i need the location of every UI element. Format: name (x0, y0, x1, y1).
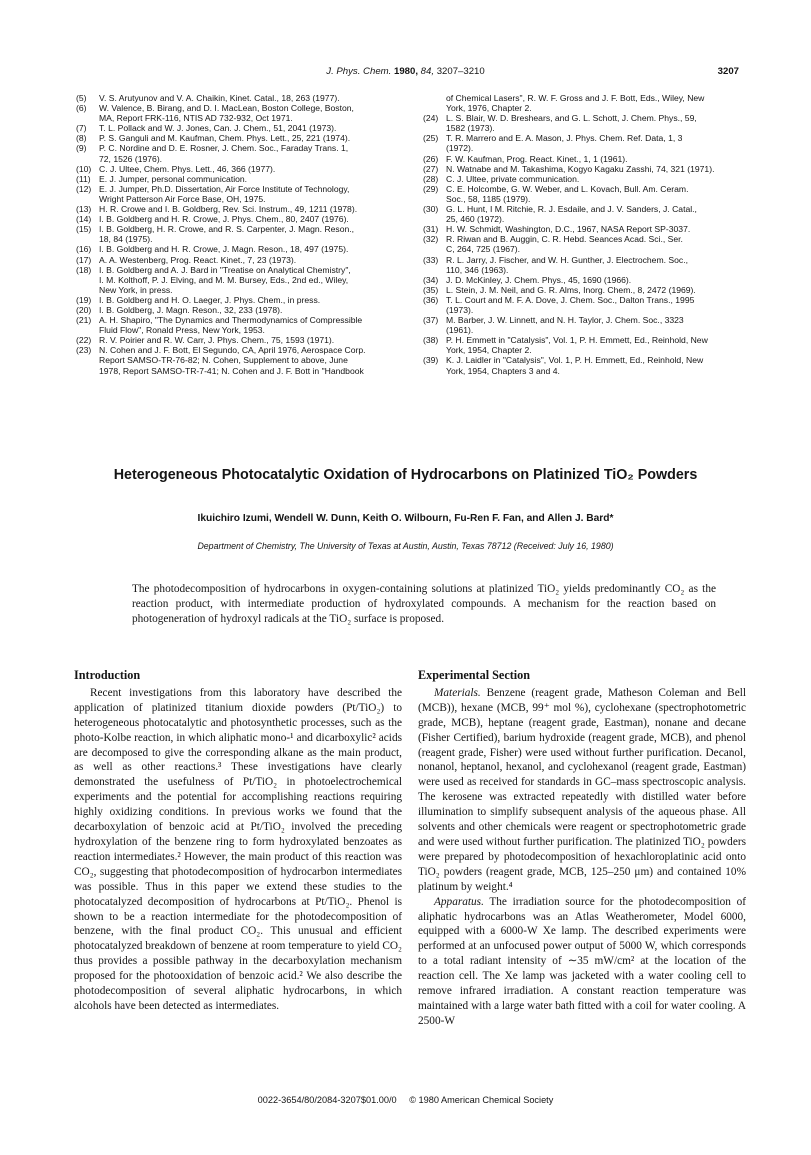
reference-line: E. J. Jumper, personal communication. (99, 173, 248, 184)
page-number: 3207 (717, 66, 739, 77)
reference-item (423, 164, 741, 174)
reference-line: F. W. Kaufman, Prog. React. Kinet., 1, 1 (1961). (446, 153, 628, 164)
reference-number: (14) (76, 214, 92, 225)
article-affiliation: Department of Chemistry, The University of Texas at Austin, Austin, Texas 78712 (Received: July 16, 1980) (197, 541, 614, 551)
reference-number: (8) (76, 133, 87, 144)
reference-line: 25, 460 (1972). (446, 214, 505, 225)
journal-year: 1980, (393, 66, 418, 77)
reference-line: V. S. Arutyunov and V. A. Chaikin, Kinet. Catal., 18, 263 (1977). (99, 93, 340, 103)
reference-number: (25) (423, 133, 439, 144)
reference-line: R. V. Poirier and R. W. Carr, J. Phys. Chem., 75, 1593 (1971). (99, 335, 335, 346)
reference-number: (30) (423, 204, 439, 215)
reference-line: A. A. Westenberg, Prog. React. Kinet., 7, 23 (1973). (99, 254, 297, 265)
reference-item (76, 184, 394, 204)
reference-number: (12) (76, 183, 92, 194)
reference-line: I. M. Kolthoff, P. J. Elving, and M. M. Bursey, Eds., 2nd ed., Wiley, (99, 274, 349, 285)
reference-line: I. B. Goldberg and H. R. Crowe, J. Phys. Chem., 80, 2407 (1976). (99, 214, 349, 225)
reference-number: (15) (76, 224, 92, 235)
reference-item (76, 295, 394, 305)
body-column-left (74, 668, 402, 1014)
reference-item (76, 224, 394, 244)
reference-item (76, 244, 394, 254)
reference-number: (22) (76, 335, 92, 346)
reference-item (423, 133, 741, 153)
reference-line: J. D. McKinley, J. Chem. Phys., 45, 1690 (1966). (446, 274, 632, 285)
reference-number: (28) (423, 173, 439, 184)
reference-number: (24) (423, 113, 439, 124)
reference-item (423, 234, 741, 254)
reference-line: H. R. Crowe and I. B. Goldberg, Rev. Sci. Instrum., 49, 1211 (1978). (99, 204, 358, 215)
reference-number: (7) (76, 123, 87, 134)
reference-number: (34) (423, 274, 439, 285)
introduction-paragraph: Recent investigations from this laboratory have described the application of platinized titanium dioxide powders (Pt/TiO₂) to heterogeneous photocatalytic and photosynthetic processes, such as the photo-Kolbe reaction, in which aliphatic mono-¹ and dicarboxylic² acids are decomposed to give the corresponding alkane as the main product, as well as other reactions.³ These investigations have clearly demonstrated the usefulness of Pt/TiO₂ in photoelectrochemical experiments and the potential for accomplishing reactions requiring highly oxidizing conditions. In previous works we found that the decarboxylation of benzoic acid at Pt/TiO₂ involved the preceding hydroxylation of the benzene ring to form hydroxylated benzoates as reaction intermediates.² However, the main product of this reaction was CO₂, suggesting that photodecomposition of hydrocarbon intermediates was possible. Thus in this paper we extend these studies to the photocatalyzed decomposition of hydrocarbons at Pt/TiO₂. Phenol is shown to be a reaction intermediate for the photodecomposition of benzene, with the final product CO₂. This unusual and efficient photocatalyzed breakdown of benzene at room temperature to yield CO₂ thus provides a possible pathway in the decarboxylation mechanism proposed for the photooxidation of benzoic acid.² We also describe the photodecomposition of several aliphatic hydrocarbons, in which alcohols have been detected as intermediates. (74, 686, 402, 1012)
reference-line: I. B. Goldberg, J. Magn. Reson., 32, 233 (1978). (99, 304, 283, 315)
reference-line: 110, 346 (1963). (446, 264, 509, 275)
reference-number: (19) (76, 294, 92, 305)
apparatus-text: The irradiation source for the photodecomposition of aliphatic hydrocarbons was an Atlas Weatherometer, Model 6000, equipped with a 6000-W Xe lamp. The described experiments were performed at an unfocused power output of 5000 W, which corresponds to a total radiant intensity of ∼35 mW/cm² at the location of the reaction cell. The Xe lamp was jacketed with a water cooling cell to remove infrared irradiation. A constant reaction temperature was maintained with a large water bath fitted with a coil for water cooling. A 2500-W (418, 895, 746, 1027)
reference-line: 18, 84 (1975). (99, 234, 153, 245)
reference-line: H. W. Schmidt, Washington, D.C., 1967, NASA Report SP-3037. (446, 224, 691, 235)
reference-item (76, 143, 394, 163)
reference-number: (11) (76, 173, 91, 184)
reference-line: C, 264, 725 (1967). (446, 244, 521, 255)
reference-item (76, 315, 394, 335)
reference-item (76, 265, 394, 295)
article-authors: Ikuichiro Izumi, Wendell W. Dunn, Keith O. Wilbourn, Fu-Ren F. Fan, and Allen J. Bard* (197, 513, 614, 524)
journal-name: J. Phys. Chem. (326, 66, 392, 77)
reference-line: R. L. Jarry, J. Fischer, and W. H. Gunther, J. Electrochem. Soc., (446, 254, 688, 265)
reference-item (423, 355, 741, 375)
reference-number: (13) (76, 204, 92, 215)
footer-copyright: © 1980 American Chemical Society (409, 1095, 554, 1105)
materials-paragraph (418, 686, 746, 895)
abstract: The photodecomposition of hydrocarbons in oxygen-containing solutions at platinized TiO₂ yields predominantly CO₂ as the reaction product, with intermediate production of hydroxylated compounds. A mechanism for the reaction based on photogeneration of hydroxyl radicals at the TiO₂ surface is proposed. (132, 583, 716, 625)
reference-line: A. H. Shapiro, "The Dynamics and Thermodynamics of Compressible (99, 315, 363, 326)
reference-line: (1972). (446, 143, 474, 154)
reference-item (423, 315, 741, 335)
reference-line: W. Valence, B. Birang, and D. I. MacLean, Boston College, Boston, (99, 103, 354, 114)
apparatus-paragraph (418, 895, 746, 1029)
reference-item (76, 345, 394, 375)
reference-number: (18) (76, 264, 92, 275)
reference-line: York, 1954, Chapter 2. (446, 345, 532, 356)
reference-line: 1978, Report SAMSO-TR-7-41; N. Cohen and J. F. Bott in "Handbook (99, 365, 364, 376)
reference-line: Fluid Flow", Ronald Press, New York, 1953. (99, 325, 265, 336)
reference-item (423, 113, 741, 133)
reference-line: I. B. Goldberg, H. R. Crowe, and R. S. Carpenter, J. Magn. Reson., (99, 224, 355, 235)
reference-item (76, 255, 394, 265)
reference-line: L. Stein, J. M. Neil, and G. R. Alms, Inorg. Chem., 8, 2472 (1969). (446, 284, 696, 295)
reference-item (423, 295, 741, 315)
reference-number: (33) (423, 254, 439, 265)
materials-text: Benzene (reagent grade, Matheson Coleman and Bell (MCB)), hexane (MCB, 99⁺ mol %), cyclohexane (spectrophotometric grade, MCB), heptane (reagent grade, Eastman), nonane and decane (Fisher Certified), barium hydroxide (reagent grade, MCB), and phenol (reagent grade, Fisher) were used without further purification. Decanol, nonanol, heptanol, hexanol, and cyclohexanol (reagent grade, Eastman) were used as received for standards in GC–mass spectroscopic analysis. The kerosene was extracted repeatedly with distilled water before illumination to simplify subsequent analysis of the aqueous phase. All solvents and other chemicals were reagent or spectrophotometric grade and were used without further purification. The platinized TiO₂ powders were prepared by photodecomposition of hexachloroplatinic acid onto TiO₂ powders (reagent grade, MCB, 125–250 μm) and contained 10% platinum by weight.⁴ (418, 686, 746, 893)
reference-number: (6) (76, 103, 87, 114)
reference-line: N. Watnabe and M. Takashima, Kogyo Kagaku Zasshi, 74, 321 (1971). (446, 163, 715, 174)
reference-item (423, 285, 741, 295)
reference-item (423, 204, 741, 224)
reference-line: T. L. Court and M. F. A. Dove, J. Chem. Soc., Dalton Trans., 1995 (446, 294, 695, 305)
reference-line: P. H. Emmett in "Catalysis", Vol. 1, P. H. Emmett, Ed., Reinhold, New (446, 335, 708, 346)
reference-line: Report SAMSO-TR-76-82; N. Cohen, Supplement to above, June (99, 355, 348, 366)
reference-line: Soc., 58, 1185 (1979). (446, 193, 531, 204)
footer-code: 0022-3654/80/2084-3207$01.00/0 (257, 1095, 397, 1105)
reference-line: G. L. Hunt, I M. Ritchie, R. J. Esdaile, and J. V. Sanders, J. Catal., (446, 204, 697, 215)
reference-number: (32) (423, 234, 439, 245)
reference-line: N. Cohen and J. F. Bott, El Segundo, CA, April 1976, Aerospace Corp. (99, 345, 366, 356)
reference-item (76, 93, 394, 103)
reference-number: (35) (423, 284, 439, 295)
reference-line: I. B. Goldberg and A. J. Bard in "Treatise on Analytical Chemistry", (99, 264, 351, 275)
reference-line: C. E. Holcombe, G. W. Weber, and L. Kovach, Bull. Am. Ceram. (446, 183, 689, 194)
reference-line: 1582 (1973). (446, 123, 495, 134)
reference-line: MA, Report FRK-116, NTIS AD 732-932, Oct 1971. (99, 113, 293, 124)
reference-number: (10) (76, 163, 92, 174)
reference-line: of Chemical Lasers", R. W. F. Gross and J. F. Bott, Eds., Wiley, New (446, 93, 705, 103)
reference-item (76, 174, 394, 184)
reference-number: (26) (423, 153, 439, 164)
reference-number: (21) (76, 315, 92, 326)
reference-line: (1961). (446, 325, 474, 336)
reference-number: (5) (76, 93, 87, 103)
reference-line: I. B. Goldberg and H. R. Crowe, J. Magn. Reson., 18, 497 (1975). (99, 244, 349, 255)
reference-line: C. J. Ultee, Chem. Phys. Lett., 46, 366 (1977). (99, 163, 276, 174)
reference-number: (31) (423, 224, 439, 235)
journal-citation (0, 66, 811, 77)
reference-item (76, 214, 394, 224)
reference-item (423, 93, 741, 113)
reference-item (76, 164, 394, 174)
reference-line: Wright Patterson Air Force Base, OH, 1975. (99, 193, 266, 204)
reference-list (76, 93, 740, 393)
reference-number: (38) (423, 335, 439, 346)
reference-item (423, 154, 741, 164)
reference-item (423, 224, 741, 234)
reference-number: (37) (423, 315, 439, 326)
reference-item (423, 275, 741, 285)
materials-subheading: Materials. (434, 686, 481, 699)
reference-number: (20) (76, 304, 92, 315)
section-heading-introduction: Introduction (74, 668, 141, 682)
reference-number: (27) (423, 163, 439, 174)
reference-line: P. S. Ganguli and M. Kaufman, Chem. Phys. Lett., 25, 221 (1974). (99, 133, 351, 144)
reference-item (76, 204, 394, 214)
journal-volume: 84, (420, 66, 435, 77)
reference-column-left (76, 93, 394, 376)
reference-line: York, 1976, Chapter 2. (446, 103, 532, 114)
reference-line: R. Riwan and B. Auggin, C. R. Hebd. Seances Acad. Sci., Ser. (446, 234, 683, 245)
page-footer (0, 1095, 811, 1105)
reference-line: M. Barber, J. W. Linnett, and N. H. Taylor, J. Chem. Soc., 3323 (446, 315, 684, 326)
reference-line: (1973). (446, 304, 474, 315)
reference-item (76, 123, 394, 133)
reference-number: (23) (76, 345, 92, 356)
reference-item (76, 335, 394, 345)
reference-item (76, 305, 394, 315)
reference-line: T. L. Pollack and W. J. Jones, Can. J. Chem., 51, 2041 (1973). (99, 123, 337, 134)
section-heading-experimental: Experimental Section (418, 668, 531, 682)
reference-line: T. R. Marrero and E. A. Mason, J. Phys. Chem. Ref. Data, 1, 3 (446, 133, 683, 144)
journal-pages: 3207–3210 (436, 66, 485, 77)
reference-line: L. S. Blair, W. D. Breshears, and G. L. Schott, J. Chem. Phys., 59, (446, 113, 697, 124)
reference-item (76, 133, 394, 143)
reference-line: K. J. Laidler in "Catalysis", Vol. 1, P. H. Emmett, Ed., Reinhold, New (446, 355, 704, 366)
reference-item (76, 103, 394, 123)
reference-line: C. J. Ultee, private communication. (446, 173, 580, 184)
reference-line: I. B. Goldberg and H. O. Laeger, J. Phys. Chem., in press. (99, 294, 321, 305)
reference-line: P. C. Nordine and D. E. Rosner, J. Chem. Soc., Faraday Trans. 1, (99, 143, 349, 154)
apparatus-subheading: Apparatus. (434, 895, 484, 908)
reference-item (423, 174, 741, 184)
reference-number: (16) (76, 244, 92, 255)
reference-line: 72, 1526 (1976). (99, 153, 163, 164)
reference-item (423, 255, 741, 275)
reference-line: E. J. Jumper, Ph.D. Dissertation, Air Force Institute of Technology, (99, 183, 350, 194)
reference-number: (36) (423, 294, 439, 305)
reference-item (423, 335, 741, 355)
reference-number: (9) (76, 143, 87, 154)
reference-column-right (423, 93, 741, 376)
article-title: Heterogeneous Photocatalytic Oxidation of Hydrocarbons on Platinized TiO₂ Powders (113, 467, 698, 483)
reference-item (423, 184, 741, 204)
reference-line: York, 1954, Chapters 3 and 4. (446, 365, 560, 376)
reference-number: (29) (423, 183, 439, 194)
reference-number: (17) (76, 254, 92, 265)
running-head (0, 66, 811, 80)
reference-number: (39) (423, 355, 439, 366)
reference-line: New York, in press. (99, 284, 173, 295)
body-column-right (418, 668, 746, 1029)
